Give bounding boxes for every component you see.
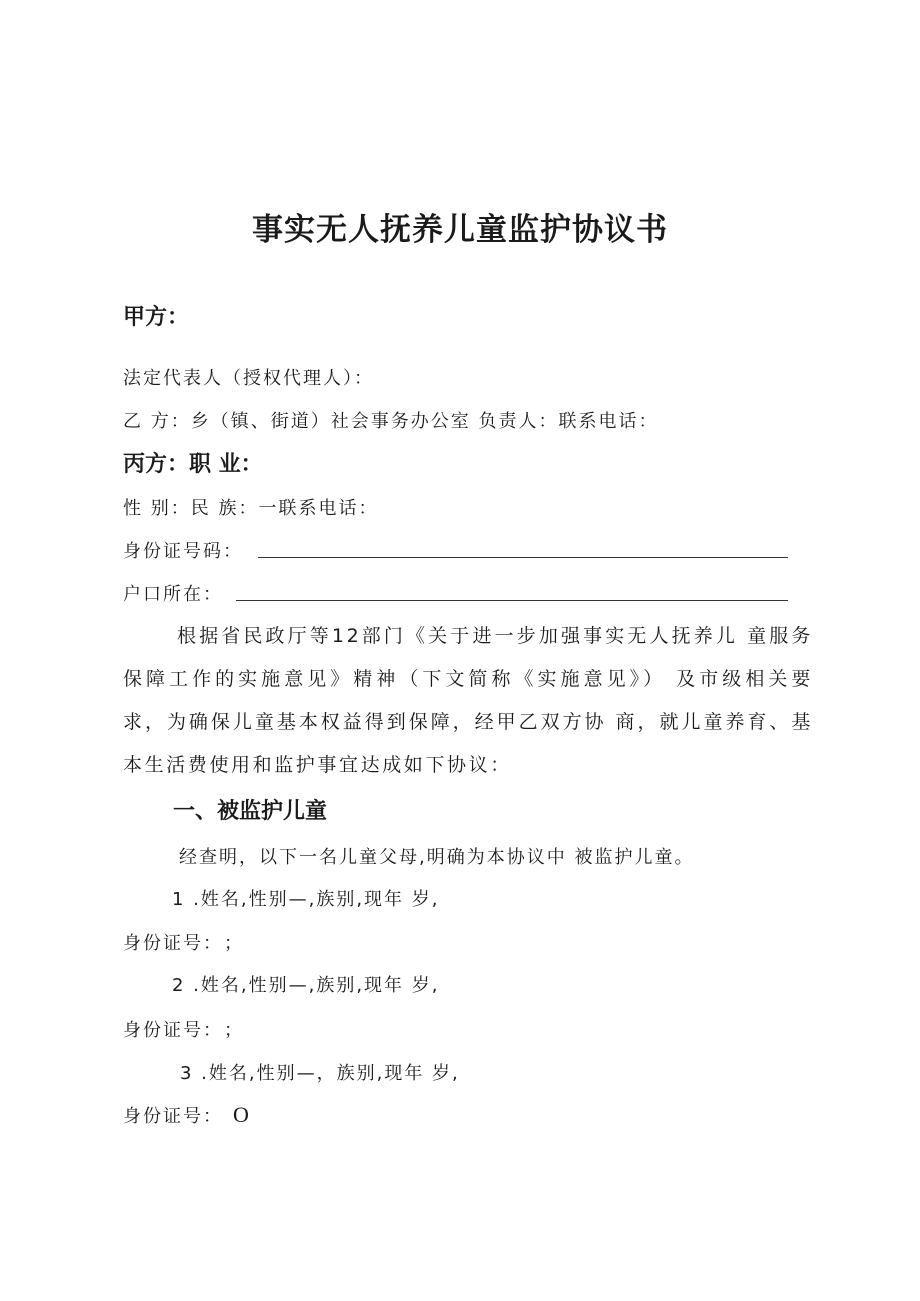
child-1-id-end: ； bbox=[224, 933, 244, 954]
intro-paragraph: 根据省民政厅等12部门《关于进一步加强事实无人抚养儿 童服务保障工作的实施意见》精神（下文简称《实施意见》） 及市级相关要求，为确保儿童基本权益得到保障，经甲乙双方协 商，就儿童养育、基本生活费使用和监护事宜达成如下协议： bbox=[123, 625, 813, 776]
party-c-label: 丙方：职 业： bbox=[123, 452, 263, 477]
child-3-id-label: 身份证号： bbox=[123, 1106, 223, 1127]
child-1-id-label: 身份证号： bbox=[123, 933, 214, 954]
child-2-id bbox=[123, 1016, 244, 1042]
party-a-label: 甲方： bbox=[123, 305, 190, 330]
hukou-label: 户口所在： bbox=[123, 584, 223, 605]
id-number-label: 身份证号码： bbox=[123, 541, 243, 562]
child-3-id-end: O bbox=[233, 1102, 249, 1127]
child-3-id bbox=[123, 1102, 249, 1128]
child-2-id-label: 身份证号： bbox=[123, 1020, 214, 1041]
party-c-gender-line: 性 别：民 族：一联系电话： bbox=[123, 498, 379, 519]
hukou-underline bbox=[236, 600, 788, 601]
child-2-id-end: ； bbox=[224, 1020, 244, 1041]
party-b-line: 乙 方：乡（镇、街道）社会事务办公室 负责人：联系电话： bbox=[123, 411, 659, 432]
child-1-line: 1 .姓名,性别—,族别,现年 岁, bbox=[172, 889, 440, 910]
document-title: 事实无人抚养儿童监护协议书 bbox=[252, 212, 668, 248]
child-3-line: 3 .姓名,性别—，族别,现年 岁, bbox=[180, 1063, 460, 1084]
child-2-line: 2 .姓名,性别—,族别,现年 岁, bbox=[172, 975, 440, 996]
section-1-heading: 一、被监护儿童 bbox=[173, 799, 328, 824]
legal-representative-line: 法定代表人（授权代理人）： bbox=[123, 368, 374, 389]
id-number-underline bbox=[258, 557, 788, 558]
child-1-id bbox=[123, 929, 244, 955]
section-1-intro: 经查明，以下一名儿童父母,明确为本协议中 被监护儿童。 bbox=[179, 847, 695, 868]
